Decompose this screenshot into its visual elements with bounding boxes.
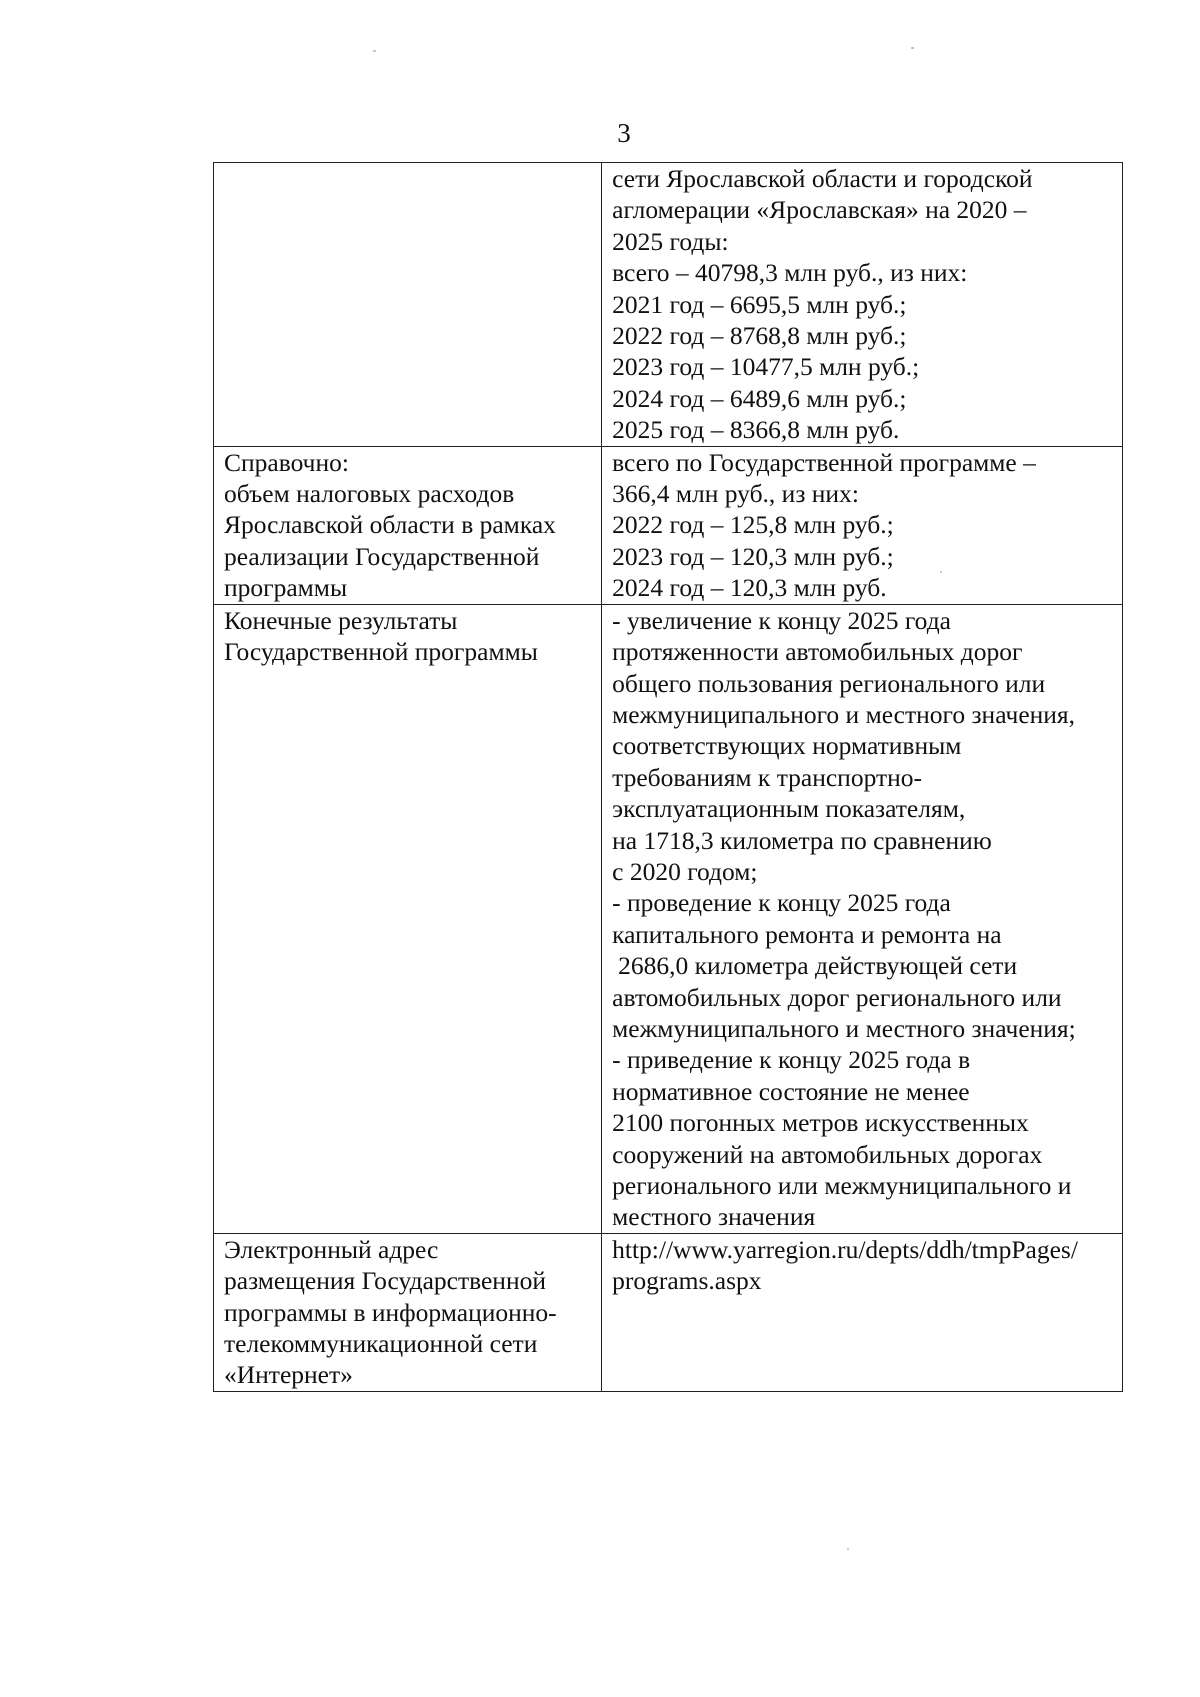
text-line: 2025 год – 8366,8 млн руб. [612, 415, 900, 445]
text-line: 2021 год – 6695,5 млн руб.; [612, 289, 907, 319]
text-line: реализации Государственной [224, 541, 540, 571]
text-line: телекоммуникационной сети [224, 1329, 538, 1359]
scan-speck [847, 1548, 849, 1550]
scan-speck [940, 571, 942, 573]
text-line: требованиям к транспортно- [612, 762, 923, 792]
row-label-cell [214, 604, 602, 1233]
text-line: объем налоговых расходов [224, 479, 515, 509]
text-line: 2023 год – 10477,5 млн руб.; [612, 352, 920, 382]
row-value-cell [602, 163, 1123, 447]
row-value-cell [602, 604, 1123, 1233]
text-line: - увеличение к концу 2025 года [612, 605, 951, 635]
text-line: сооружений на автомобильных дорогах [612, 1139, 1043, 1169]
text-line: межмуниципального и местного значения, [612, 699, 1076, 729]
scan-speck [373, 50, 376, 52]
table-row [214, 604, 1123, 1233]
text-line: 2022 год – 125,8 млн руб.; [612, 510, 894, 540]
row-label-cell [214, 446, 602, 604]
table-row [214, 1233, 1123, 1391]
text-line: 366,4 млн руб., из них: [612, 479, 859, 509]
text-line: на 1718,3 километра по сравнению [612, 825, 992, 855]
text-line: программы [224, 573, 348, 603]
text-line: Ярославской области в рамках [224, 510, 556, 540]
text-line: всего – 40798,3 млн руб., из них: [612, 258, 968, 288]
row-value-cell [602, 446, 1123, 604]
text-line: 2025 годы: [612, 226, 729, 256]
text-line: Государственной программы [224, 637, 538, 667]
text-line: соответствующих нормативным [612, 731, 962, 761]
table-row [214, 163, 1123, 447]
program-url-text: http://www.yarregion.ru/depts/ddh/tmpPages/ [612, 1234, 1078, 1264]
text-line: Конечные результаты [224, 605, 458, 635]
program-passport-table [213, 162, 1123, 1392]
text-line: сети Ярославской области и городской [612, 164, 1033, 193]
program-url-text: programs.aspx [612, 1266, 762, 1296]
text-line: 2100 погонных метров искусственных [612, 1108, 1029, 1138]
text-line: программы в информационно- [224, 1297, 557, 1327]
text-line: эксплуатационным показателям, [612, 794, 966, 824]
text-line: нормативное состояние не менее [612, 1076, 970, 1106]
row-label-cell [214, 1233, 602, 1391]
text-line: автомобильных дорог регионального или [612, 982, 1062, 1012]
text-line: - приведение к концу 2025 года в [612, 1045, 971, 1075]
text-line: Электронный адрес [224, 1234, 439, 1264]
text-line: регионального или межмуниципального и [612, 1171, 1072, 1200]
text-line: 2024 год – 6489,6 млн руб.; [612, 383, 907, 413]
text-line: «Интернет» [224, 1360, 353, 1390]
text-line: размещения Государственной [224, 1266, 546, 1296]
page-number: 3 [617, 118, 631, 148]
table-row [214, 446, 1123, 604]
text-line: всего по Государственной программе – [612, 447, 1036, 477]
row-label-cell [214, 163, 602, 447]
text-line: с 2020 годом; [612, 856, 758, 886]
row-value-cell [602, 1233, 1123, 1391]
text-line: общего пользования регионального или [612, 668, 1046, 698]
text-line: протяженности автомобильных дорог [612, 637, 1023, 667]
text-line: агломерации «Ярославская» на 2020 – [612, 195, 1027, 225]
text-line: 2024 год – 120,3 млн руб. [612, 573, 887, 603]
text-line: Справочно: [224, 447, 349, 477]
scan-speck [911, 47, 914, 49]
text-line: 2022 год – 8768,8 млн руб.; [612, 321, 907, 351]
text-line: межмуниципального и местного значения; [612, 1013, 1076, 1043]
text-line: 2686,0 километра действующей сети [618, 951, 1018, 981]
text-line: - проведение к концу 2025 года [612, 888, 951, 918]
text-line: капитального ремонта и ремонта на [612, 919, 1002, 949]
text-line: местного значения [612, 1202, 816, 1232]
text-line: 2023 год – 120,3 млн руб.; [612, 541, 894, 571]
